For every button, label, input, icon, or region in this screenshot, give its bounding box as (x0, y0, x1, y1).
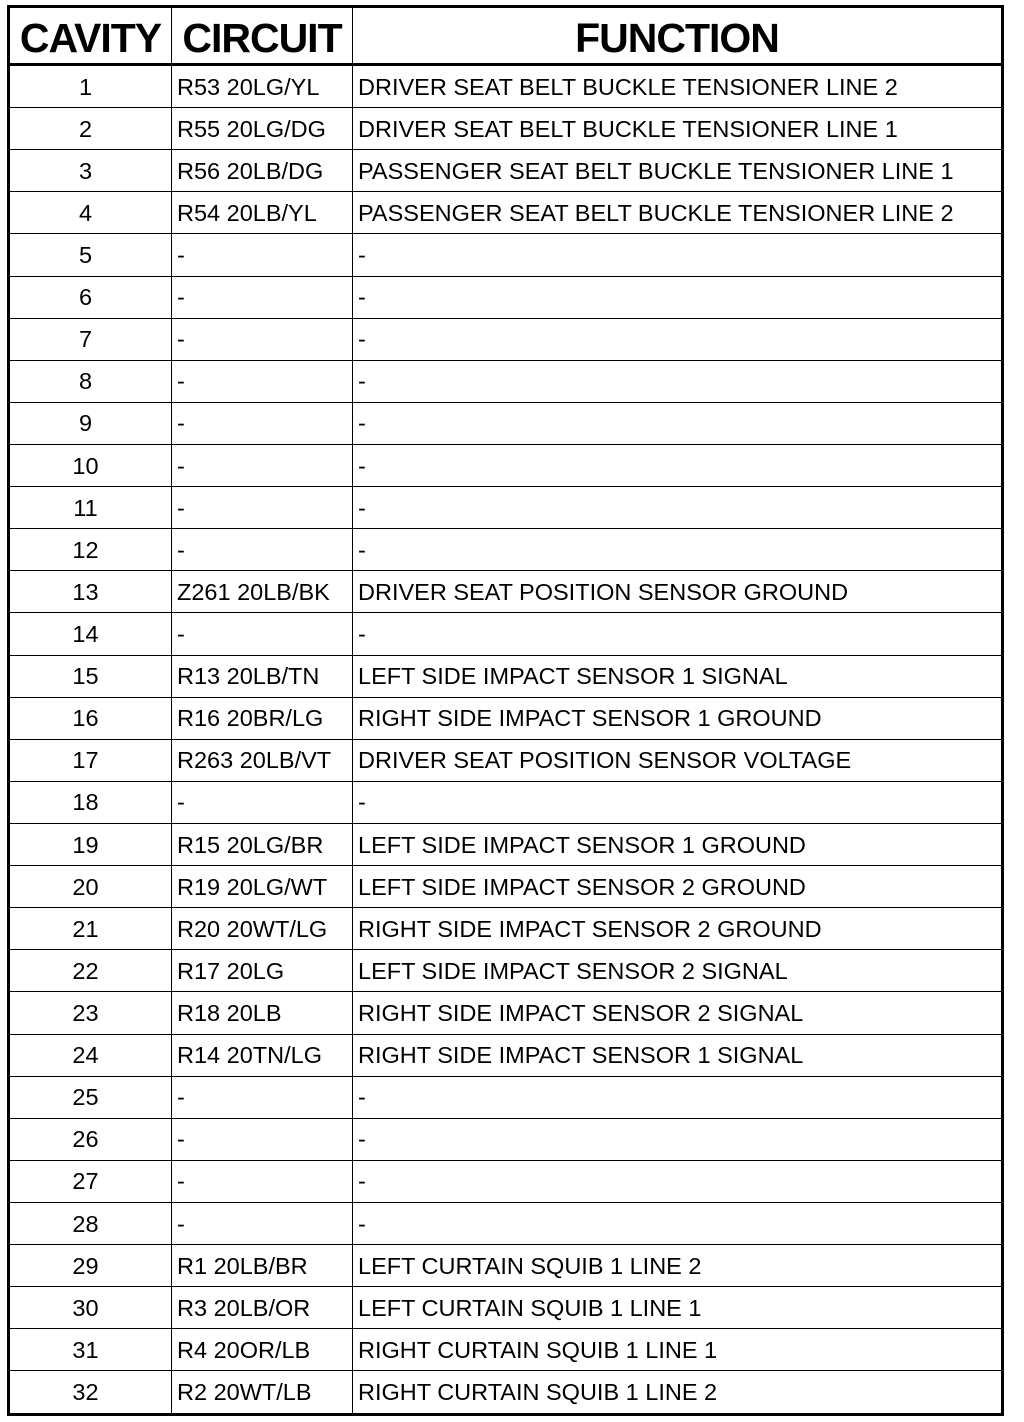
circuit-cell: - (172, 318, 353, 360)
table-row (9, 1076, 1003, 1118)
cavity-header: CAVITY (9, 7, 172, 65)
circuit-cell: R53 20LG/YL (172, 65, 353, 108)
circuit-cell: R18 20LB (172, 992, 353, 1034)
table-row (9, 1245, 1003, 1287)
table-row (9, 571, 1003, 613)
circuit-cell: R20 20WT/LG (172, 908, 353, 950)
function-cell: RIGHT SIDE IMPACT SENSOR 1 SIGNAL (353, 1034, 1003, 1076)
cavity-cell: 19 (9, 824, 172, 866)
function-cell: PASSENGER SEAT BELT BUCKLE TENSIONER LINE 2 (353, 192, 1003, 234)
table-row (9, 276, 1003, 318)
table-row (9, 1371, 1003, 1415)
function-cell: RIGHT SIDE IMPACT SENSOR 2 SIGNAL (353, 992, 1003, 1034)
cavity-cell: 24 (9, 1034, 172, 1076)
table-row (9, 1160, 1003, 1202)
cavity-cell: 17 (9, 739, 172, 781)
cavity-cell: 28 (9, 1202, 172, 1244)
function-cell: - (353, 402, 1003, 444)
function-cell: LEFT CURTAIN SQUIB 1 LINE 1 (353, 1287, 1003, 1329)
cavity-cell: 29 (9, 1245, 172, 1287)
circuit-cell: - (172, 1202, 353, 1244)
cavity-cell: 14 (9, 613, 172, 655)
circuit-cell: R15 20LG/BR (172, 824, 353, 866)
table-row (9, 908, 1003, 950)
function-cell: - (353, 234, 1003, 276)
table-row (9, 529, 1003, 571)
function-cell: - (353, 529, 1003, 571)
circuit-cell: R14 20TN/LG (172, 1034, 353, 1076)
function-cell: - (353, 1076, 1003, 1118)
table-row (9, 739, 1003, 781)
table-row (9, 613, 1003, 655)
function-cell: - (353, 781, 1003, 823)
table-row (9, 65, 1003, 108)
circuit-cell: R13 20LB/TN (172, 655, 353, 697)
table-row (9, 781, 1003, 823)
function-cell: DRIVER SEAT POSITION SENSOR VOLTAGE (353, 739, 1003, 781)
circuit-cell: - (172, 445, 353, 487)
cavity-cell: 21 (9, 908, 172, 950)
connector-pinout-table (7, 5, 1004, 1416)
function-cell: - (353, 487, 1003, 529)
circuit-cell: - (172, 1118, 353, 1160)
cavity-cell: 9 (9, 402, 172, 444)
cavity-cell: 20 (9, 866, 172, 908)
circuit-cell: R17 20LG (172, 950, 353, 992)
table-row (9, 150, 1003, 192)
table-row (9, 487, 1003, 529)
cavity-cell: 22 (9, 950, 172, 992)
function-cell: LEFT SIDE IMPACT SENSOR 2 SIGNAL (353, 950, 1003, 992)
circuit-cell: - (172, 276, 353, 318)
table-row (9, 697, 1003, 739)
function-cell: DRIVER SEAT BELT BUCKLE TENSIONER LINE 1 (353, 108, 1003, 150)
table-row (9, 1329, 1003, 1371)
table-row (9, 824, 1003, 866)
cavity-cell: 11 (9, 487, 172, 529)
function-cell: - (353, 318, 1003, 360)
circuit-cell: - (172, 1160, 353, 1202)
table-row (9, 866, 1003, 908)
function-cell: LEFT CURTAIN SQUIB 1 LINE 2 (353, 1245, 1003, 1287)
circuit-cell: - (172, 781, 353, 823)
circuit-cell: R54 20LB/YL (172, 192, 353, 234)
cavity-cell: 18 (9, 781, 172, 823)
table-row (9, 360, 1003, 402)
cavity-cell: 2 (9, 108, 172, 150)
table-row (9, 445, 1003, 487)
circuit-cell: R263 20LB/VT (172, 739, 353, 781)
function-header: FUNCTION (353, 7, 1003, 65)
cavity-cell: 15 (9, 655, 172, 697)
table-row (9, 234, 1003, 276)
function-cell: PASSENGER SEAT BELT BUCKLE TENSIONER LINE 1 (353, 150, 1003, 192)
cavity-cell: 6 (9, 276, 172, 318)
function-cell: DRIVER SEAT POSITION SENSOR GROUND (353, 571, 1003, 613)
function-cell: - (353, 613, 1003, 655)
circuit-cell: - (172, 1076, 353, 1118)
table-row (9, 318, 1003, 360)
function-cell: LEFT SIDE IMPACT SENSOR 2 GROUND (353, 866, 1003, 908)
table-row (9, 992, 1003, 1034)
function-cell: RIGHT SIDE IMPACT SENSOR 2 GROUND (353, 908, 1003, 950)
function-cell: - (353, 1202, 1003, 1244)
cavity-cell: 26 (9, 1118, 172, 1160)
cavity-cell: 32 (9, 1371, 172, 1415)
cavity-cell: 10 (9, 445, 172, 487)
cavity-cell: 25 (9, 1076, 172, 1118)
cavity-cell: 8 (9, 360, 172, 402)
function-cell: - (353, 445, 1003, 487)
circuit-cell: - (172, 234, 353, 276)
cavity-cell: 16 (9, 697, 172, 739)
cavity-cell: 3 (9, 150, 172, 192)
circuit-cell: R3 20LB/OR (172, 1287, 353, 1329)
table-row (9, 1034, 1003, 1076)
circuit-header: CIRCUIT (172, 7, 353, 65)
cavity-cell: 31 (9, 1329, 172, 1371)
circuit-cell: R16 20BR/LG (172, 697, 353, 739)
function-cell: DRIVER SEAT BELT BUCKLE TENSIONER LINE 2 (353, 65, 1003, 108)
header-row (9, 7, 1003, 65)
table-header (9, 7, 1003, 65)
table-row (9, 402, 1003, 444)
function-cell: - (353, 276, 1003, 318)
function-cell: RIGHT SIDE IMPACT SENSOR 1 GROUND (353, 697, 1003, 739)
function-cell: - (353, 1160, 1003, 1202)
circuit-cell: - (172, 402, 353, 444)
table-row (9, 1202, 1003, 1244)
function-cell: RIGHT CURTAIN SQUIB 1 LINE 2 (353, 1371, 1003, 1415)
circuit-cell: - (172, 613, 353, 655)
circuit-cell: - (172, 360, 353, 402)
cavity-cell: 4 (9, 192, 172, 234)
table-row (9, 1287, 1003, 1329)
table-row (9, 1118, 1003, 1160)
function-cell: LEFT SIDE IMPACT SENSOR 1 GROUND (353, 824, 1003, 866)
cavity-cell: 13 (9, 571, 172, 613)
cavity-cell: 1 (9, 65, 172, 108)
cavity-cell: 27 (9, 1160, 172, 1202)
cavity-cell: 7 (9, 318, 172, 360)
table-row (9, 950, 1003, 992)
function-cell: LEFT SIDE IMPACT SENSOR 1 SIGNAL (353, 655, 1003, 697)
table-row (9, 655, 1003, 697)
table-body (9, 65, 1003, 1415)
table-row (9, 192, 1003, 234)
circuit-cell: R1 20LB/BR (172, 1245, 353, 1287)
circuit-cell: R4 20OR/LB (172, 1329, 353, 1371)
circuit-cell: R2 20WT/LB (172, 1371, 353, 1415)
function-cell: RIGHT CURTAIN SQUIB 1 LINE 1 (353, 1329, 1003, 1371)
circuit-cell: R19 20LG/WT (172, 866, 353, 908)
circuit-cell: R56 20LB/DG (172, 150, 353, 192)
circuit-cell: - (172, 529, 353, 571)
function-cell: - (353, 360, 1003, 402)
table-row (9, 108, 1003, 150)
circuit-cell: Z261 20LB/BK (172, 571, 353, 613)
cavity-cell: 23 (9, 992, 172, 1034)
function-cell: - (353, 1118, 1003, 1160)
circuit-cell: R55 20LG/DG (172, 108, 353, 150)
cavity-cell: 5 (9, 234, 172, 276)
circuit-cell: - (172, 487, 353, 529)
cavity-cell: 30 (9, 1287, 172, 1329)
cavity-cell: 12 (9, 529, 172, 571)
